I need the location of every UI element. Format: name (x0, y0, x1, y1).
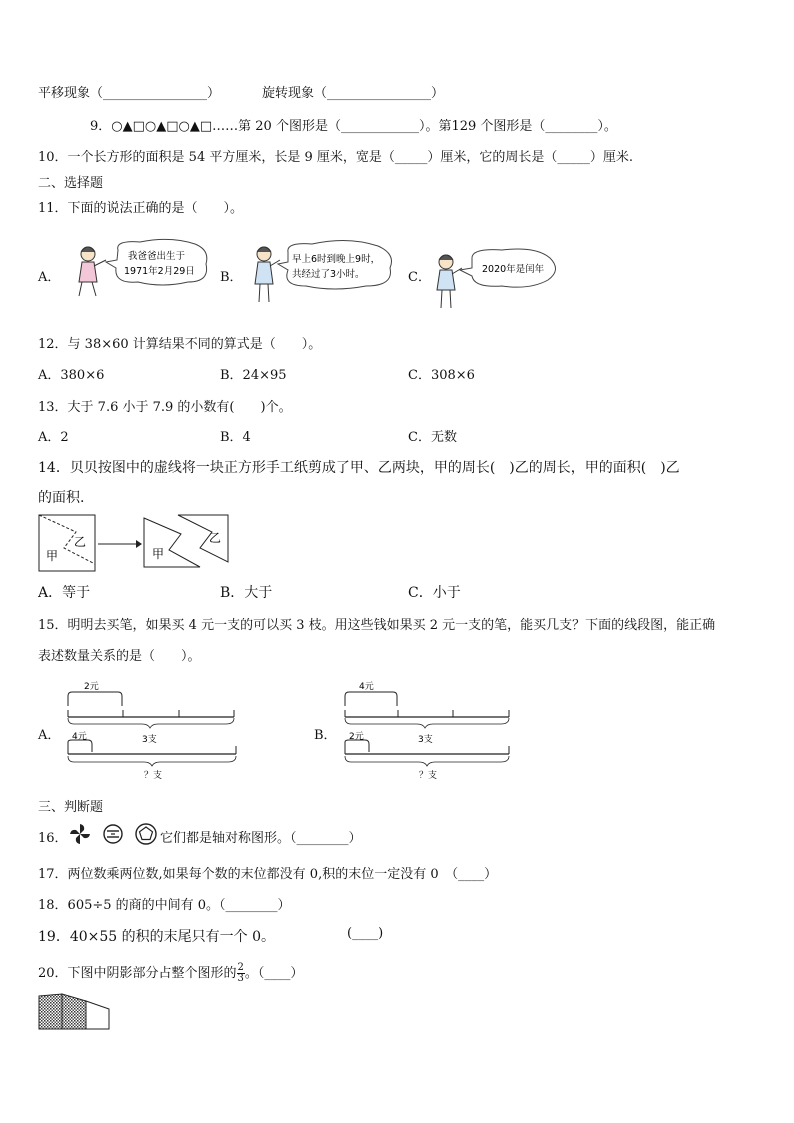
q14-line2: 的面积. (38, 490, 85, 506)
speech-bubble-a (106, 239, 207, 285)
q15-line2: 表述数量关系的是（ ）。 (38, 649, 201, 664)
q11-option-a-illustration (70, 240, 210, 305)
jia-label-right: 甲 (152, 547, 165, 561)
q17-text: 17．两位数乘两位数,如果每个数的末位都没有 0,积的末位一定没有 0 （____） (38, 867, 498, 882)
yi-label-left: 乙 (74, 535, 87, 549)
q14-cut-diagram (38, 514, 238, 576)
q20-after: 。（____） (244, 966, 304, 981)
bubble-c-line1: 2020年是闰年 (482, 264, 545, 275)
unshaded-part (86, 1001, 109, 1029)
fraction-numerator: 2 (237, 962, 244, 973)
diagram-a-ask: ？支 (144, 771, 163, 781)
yi-label-right: 乙 (209, 531, 222, 545)
jia-label-left: 甲 (46, 549, 59, 563)
q16-number: 16． (38, 831, 68, 846)
section-judge-heading: 三、判断题 (38, 800, 104, 815)
q8-rotation: 旋转现象（________________） (262, 86, 445, 101)
diagram-a-mid-label: 4元 (72, 732, 87, 742)
q18-text: 18．605÷5 的商的中间有 0。（________） (38, 898, 291, 913)
q19-text: 19．40×55 的积的末尾只有一个 0。 (38, 929, 275, 945)
q12-option-c: C．308×6 (408, 368, 475, 383)
q11-option-b-label: B． (220, 270, 243, 285)
section-choice-heading: 二、选择题 (38, 176, 104, 191)
bubble-b-line1: 早上6时到晚上9时， (292, 254, 381, 265)
q14-option-a: A．等于 (38, 585, 91, 601)
q13-option-b: B．4 (220, 430, 251, 445)
q16-pinwheel-icon (68, 822, 92, 846)
q16-text: 它们都是轴对称图形。（________） (160, 831, 362, 846)
q15-option-a-label: A． (38, 728, 61, 743)
diagram-b-mid-label: 2元 (349, 732, 364, 742)
q19-blank: (____) (347, 926, 384, 941)
q15-line1: 15．明明去买笔，如果买 4 元一支的可以买 3 枝。用这些钱如果买 2 元一支的笔，能买几支？下面的线段图，能正确 (38, 618, 716, 633)
q20-shaded-figure (38, 993, 114, 1031)
q9-text: 9．○▲□○▲□○▲□……第 20 个图形是（____________）。第129 个图形是（________）。 (90, 119, 617, 134)
q15-line-diagram-b (343, 676, 518, 786)
diagram-a-count: 3支 (142, 735, 157, 745)
shaded-part-middle (62, 994, 86, 1029)
q12-option-b: B．24×95 (220, 368, 287, 383)
arrow-head (136, 540, 142, 548)
q12-stem: 12．与 38×60 计算结果不同的算式是（ ）。 (38, 337, 322, 352)
q11-option-c-label: C． (408, 270, 431, 285)
q10-text: 10．一个长方形的面积是 54 平方厘米，长是 9 厘米，宽是（_____）厘米，它的周长是（_____）厘米. (38, 150, 634, 165)
q14-option-c: C．小于 (408, 585, 461, 601)
q20-text: 20．下图中阴影部分占整个图形的 (38, 966, 237, 981)
q14-option-b: B．大于 (220, 585, 273, 601)
bubble-b-line2: 共经过了3小时。 (292, 269, 365, 280)
q20-line (38, 962, 303, 984)
fraction-two-thirds (237, 963, 245, 984)
fraction-denominator: 3 (237, 973, 244, 984)
q13-option-c: C．无数 (408, 430, 457, 445)
diagram-b-count: 3支 (418, 735, 433, 745)
q16-pentagon-circle-icon (134, 822, 158, 846)
bubble-a-line1: 我爸爸出生于 (128, 251, 186, 262)
q13-stem: 13．大于 7.6 小于 7.9 的小数有( )个。 (38, 400, 292, 415)
q11-option-a-label: A． (38, 270, 61, 285)
q8-translation: 平移现象（________________） (38, 86, 221, 101)
q14-line1: 14．贝贝按图中的虚线将一块正方形手工纸剪成了甲、乙两块，甲的周长( )乙的周长，甲的面积( )乙 (38, 460, 680, 476)
q15-option-b-label: B． (314, 728, 337, 743)
q12-option-a: A．380×6 (38, 368, 105, 383)
q11-option-c-illustration (432, 250, 562, 315)
diagram-b-top-label: 4元 (359, 682, 374, 692)
shaded-part-left (39, 994, 62, 1029)
q11-stem: 11．下面的说法正确的是（ ）。 (38, 201, 244, 216)
q16-circle-lines-icon (102, 823, 124, 845)
bubble-a-line2: 1971年2月29日 (124, 266, 195, 277)
q13-option-a: A．2 (38, 430, 69, 445)
diagram-b-ask: ？支 (419, 771, 438, 781)
q15-line-diagram-a (66, 676, 241, 786)
q11-option-b-illustration (248, 240, 398, 315)
diagram-a-top-label: 2元 (84, 682, 99, 692)
